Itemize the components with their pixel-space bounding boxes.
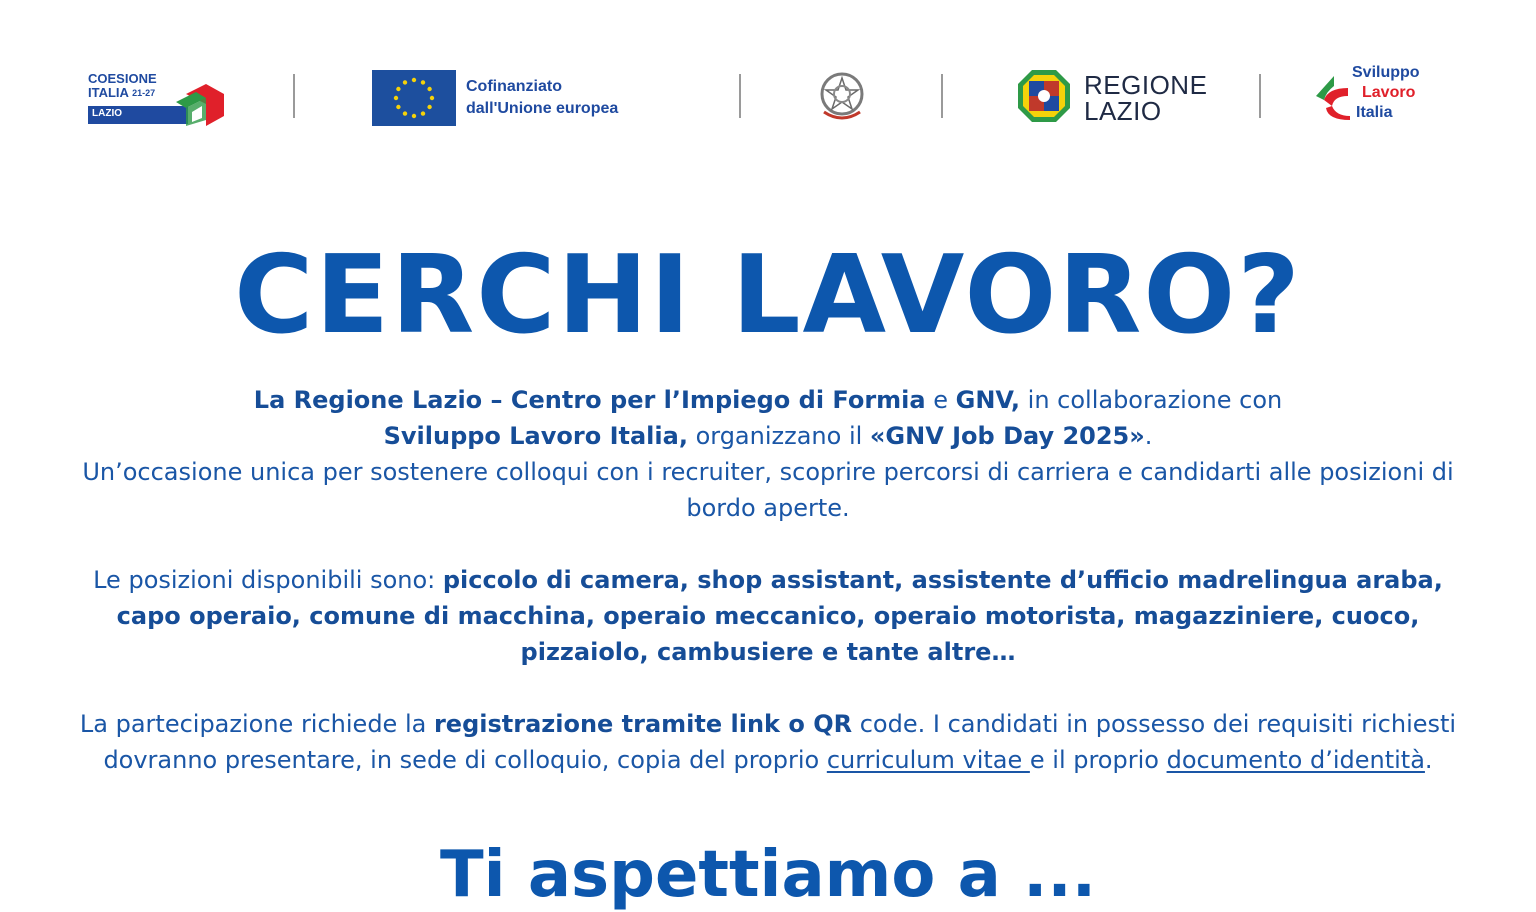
intro-bold-1: La Regione Lazio – Centro per l’Impiego di Formia — [253, 386, 926, 414]
eu-flag-icon — [372, 70, 456, 126]
coesione-region: LAZIO — [92, 108, 122, 119]
participation-paragraph — [60, 706, 1476, 778]
positions-lead: Le posizioni disponibili sono: — [93, 566, 443, 594]
logo-separator — [293, 74, 295, 118]
sviluppo-line1: Sviluppo — [1352, 64, 1420, 81]
next-section-heading: Ti aspettiamo a ... — [439, 838, 1097, 912]
intro-bold-4: «GNV Job Day 2025» — [869, 422, 1145, 450]
curriculum-vitae-text: curriculum vitae — [826, 746, 1030, 774]
logo-separator — [941, 74, 943, 118]
regione-lazio-line2: LAZIO — [1084, 96, 1162, 126]
sviluppo-line2: Lavoro — [1362, 84, 1416, 101]
participation-text-4: . — [1424, 746, 1433, 774]
intro-text-1: e — [925, 386, 956, 414]
coesione-cube-icon — [176, 76, 226, 126]
participation-text-1: La partecipazione richiede la — [79, 710, 434, 738]
intro-text-2: in collaborazione con — [1020, 386, 1283, 414]
regione-lazio-logo — [1016, 68, 1216, 128]
intro-bold-2: GNV, — [955, 386, 1021, 414]
participation-bold-1: registrazione tramite link o QR — [433, 710, 853, 738]
coesione-years: 21-27 — [132, 88, 156, 98]
positions-list: piccolo di camera, shop assistant, assistente d’ufficio madrelingua araba, capo operaio, comune di macchina, operaio meccanico, operaio motorista, magazziniere, cuoco, pizzaiolo, cambusiere e tante altre… — [116, 566, 1443, 666]
participation-text-2: code. I candidati in possesso dei requisiti richiesti dovranno presentare, in sede di colloquio, copia del proprio — [103, 710, 1457, 774]
intro-bold-3: Sviluppo Lavoro Italia, — [383, 422, 688, 450]
sviluppo-line3: Italia — [1356, 104, 1393, 121]
main-title: CERCHI LAVORO? — [234, 233, 1302, 358]
regione-lazio-crest-icon — [1016, 68, 1072, 124]
logo-bar — [0, 56, 1536, 140]
participation-text-3: e il proprio — [1029, 746, 1167, 774]
intro-paragraph — [60, 382, 1476, 526]
logo-separator — [1259, 74, 1261, 118]
positions-paragraph — [60, 562, 1476, 670]
coesione-line1: COESIONE — [88, 71, 157, 86]
coesione-line2: ITALIA — [88, 85, 129, 100]
italian-republic-emblem-icon — [814, 68, 870, 128]
logo-separator — [739, 74, 741, 118]
identity-document-text: documento d’identità — [1166, 746, 1425, 774]
intro-text-4: . — [1144, 422, 1153, 450]
intro-text-3: organizzano il — [687, 422, 870, 450]
regione-lazio-line1: REGIONE — [1084, 70, 1208, 100]
coesione-italia-logo — [88, 70, 228, 128]
intro-text-5: Un’occasione unica per sostenere colloqui con i recruiter, scoprire percorsi di carriera e candidarti alle posizioni di bordo aperte. — [82, 458, 1454, 522]
eu-text-line2: dall'Unione europea — [466, 100, 619, 117]
sviluppo-lavoro-italia-logo — [1312, 62, 1452, 128]
eu-text-line1: Cofinanziato — [466, 78, 562, 95]
eu-cofinanced-logo — [372, 70, 672, 126]
